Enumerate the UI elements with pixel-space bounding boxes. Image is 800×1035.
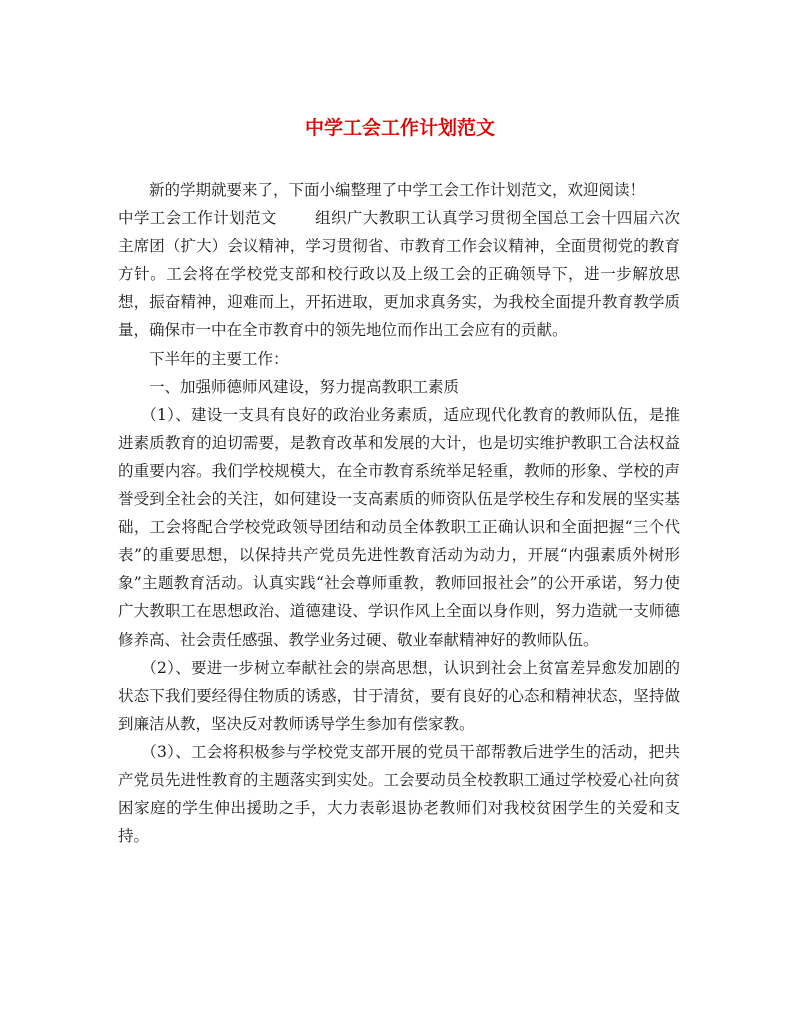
document-body [118, 176, 680, 850]
plan-paragraph [118, 204, 680, 344]
plan-body: 组织广大教职工认真学习贯彻全国总工会十四届六次主席团（扩大）会议精神，学习贯彻省、市教育工作会议精神，全面贯彻党的教育方针。工会将在学校党支部和校行政以及上级工会的正确领导下，进一步解放思想，振奋精神，迎难而上，开拓进取，更加求真务实，为我校全面提升教育教学质量，确保市一中在全市教育中的领先地位而作出工会应有的贡献。 [118, 209, 680, 340]
subheading-1: 一、加强师德师风建设，努力提高教职工素质 [149, 377, 460, 396]
section-heading: 下半年的主要工作： [149, 349, 289, 368]
item-2-paragraph: （2）、要进一步树立奉献社会的崇高思想，认识到社会上贫富差异愈发加剧的状态下我们要经得住物质的诱惑，甘于清贫，要有良好的心态和精神状态，坚持做到廉洁从教，坚决反对教师诱导学生参加有偿家教。 [118, 658, 680, 733]
item-1-paragraph: （1）、建设一支具有良好的政治业务素质，适应现代化教育的教师队伍，是推进素质教育的迫切需要，是教育改革和发展的大计，也是切实维护教职工合法权益的重要内容。我们学校规模大，在全市教育系统举足轻重，教师的形象、学校的声誉受到全社会的关注，如何建设一支高素质的师资队伍是学校生存和发展的坚实基础，工会将配合学校党政领导团结和动员全体教职工正确认识和全面把握“三个代表”的重要思想，以保持共产党员先进性教育活动为动力，开展“内强素质外树形象”主题教育活动。认真实践“社会尊师重教，教师回报社会”的公开承诺，努力使广大教职工在思想政治、道德建设、学识作风上全面以身作则，努力造就一支师德修养高、社会责任感强、教学业务过硬、敬业奉献精神好的教师队伍。 [118, 405, 680, 649]
plan-subtitle: 中学工会工作计划范文 [118, 209, 277, 228]
document-title: 中学工会工作计划范文 [304, 117, 495, 139]
item-3-paragraph: （3）、工会将积极参与学校党支部开展的党员干部帮教后进学生的活动，把共产党员先进性教育的主题落实到实处。工会要动员全校教职工通过学校爱心社向贫困家庭的学生伸出援助之手，大力表彰退协老教师们对我校贫困学生的关爱和支持。 [118, 742, 680, 846]
intro-paragraph: 新的学期就要来了，下面小编整理了中学工会工作计划范文，欢迎阅读！ [149, 181, 646, 199]
